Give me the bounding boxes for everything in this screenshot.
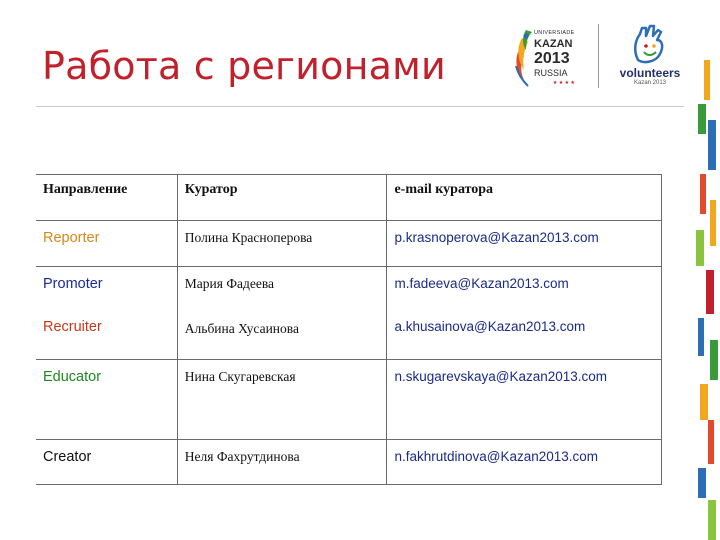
table-row: [36, 267, 662, 360]
decorative-stripes: [694, 60, 720, 540]
universiade-label: UNIVERSIADE: [534, 30, 575, 36]
volunteers-label: volunteers: [619, 66, 681, 80]
direction-educator: Educator: [43, 369, 102, 385]
curator-email-link[interactable]: a.khusainova@Kazan2013.com: [394, 319, 586, 334]
direction-promoter: Promoter: [43, 276, 103, 292]
universiade-logo: [512, 22, 582, 92]
curator-email-link[interactable]: p.krasnoperova@Kazan2013.com: [394, 230, 599, 245]
table-row: [36, 440, 662, 485]
direction-reporter: Reporter: [43, 230, 100, 246]
curator-name: Полина Красноперова: [184, 230, 313, 245]
table-row: [36, 221, 662, 267]
header-email: e-mail куратора: [387, 175, 662, 221]
table-row: [36, 360, 662, 440]
svg-text:★ ★ ★ ★: ★ ★ ★ ★: [552, 80, 575, 86]
curators-table: [36, 174, 662, 485]
volunteers-sublabel: Kazan 2013: [633, 80, 667, 86]
volunteers-hand-icon: [616, 22, 684, 66]
title-divider: [36, 106, 684, 107]
curator-name: Неля Фахрутдинова: [184, 449, 300, 464]
russia-label: RUSSIA: [534, 68, 568, 78]
header-curator: Куратор: [177, 175, 387, 221]
curator-name: Альбина Хусаинова: [184, 321, 299, 336]
direction-recruiter: Recruiter: [43, 319, 102, 335]
curator-name: Нина Скугаревская: [184, 369, 296, 384]
kazan-label: KAZAN: [534, 38, 573, 50]
table-header-row: [36, 175, 662, 221]
header-direction: Направление: [36, 175, 177, 221]
direction-creator: Creator: [43, 449, 92, 465]
year-label: 2013: [534, 50, 570, 67]
curator-email-link[interactable]: n.skugarevskaya@Kazan2013.com: [394, 369, 608, 384]
page-title: Работа с регионами: [42, 44, 446, 88]
curator-email-link[interactable]: m.fadeeva@Kazan2013.com: [394, 276, 569, 291]
curator-name: Мария Фадеева: [184, 276, 275, 291]
logo-divider: [598, 24, 599, 88]
volunteers-logo: [616, 22, 684, 92]
curator-email-link[interactable]: n.fakhrutdinova@Kazan2013.com: [394, 449, 599, 464]
